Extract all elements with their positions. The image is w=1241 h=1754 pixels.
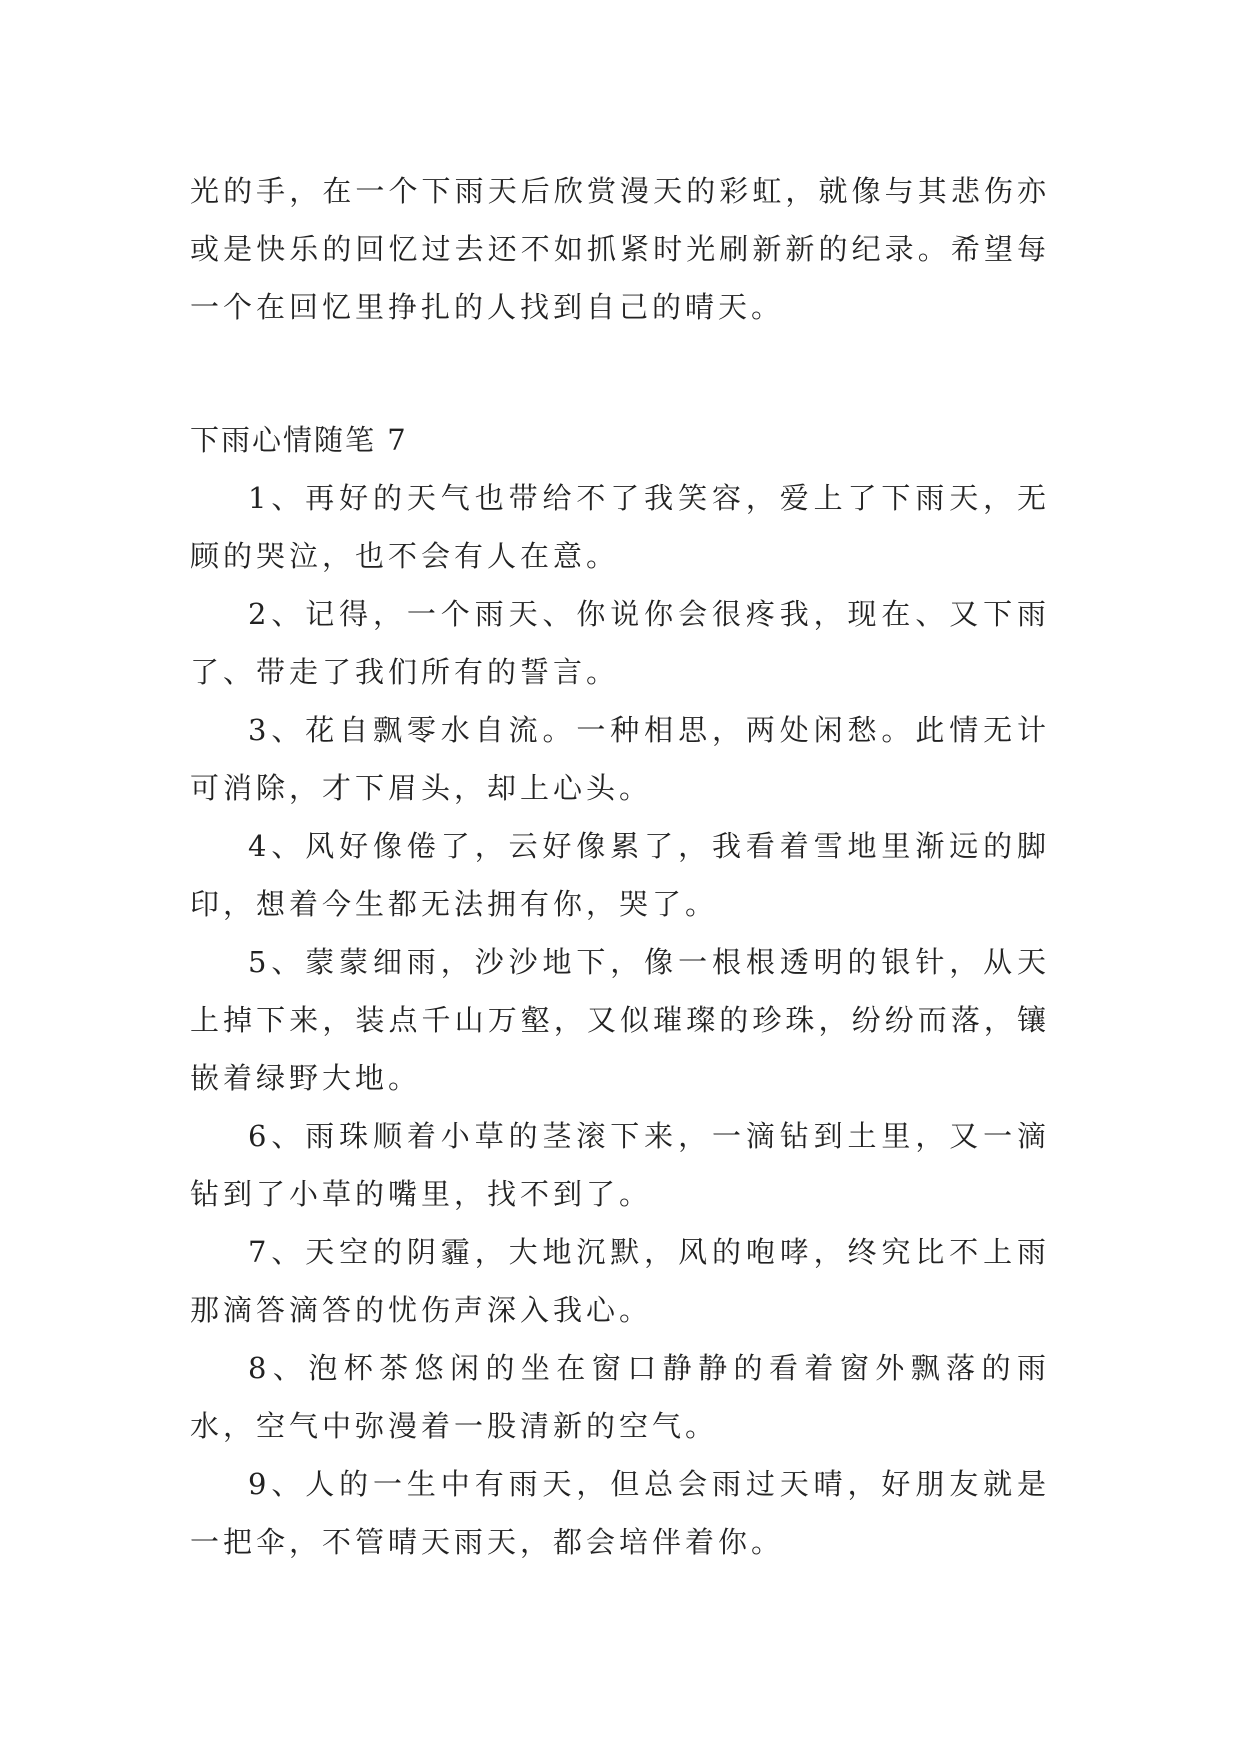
list-item: 6、雨珠顺着小草的茎滚下来，一滴钻到土里，又一滴钻到了小草的嘴里，找不到了。 <box>190 1119 1050 1211</box>
list-item: 5、蒙蒙细雨，沙沙地下，像一根根透明的银针，从天上掉下来，装点千山万壑，又似璀璨的珍珠，纷纷而落，镶嵌着绿野大地。 <box>190 945 1050 1095</box>
list-item: 4、风好像倦了，云好像累了，我看着雪地里渐远的脚印，想着今生都无法拥有你，哭了。 <box>190 829 1050 921</box>
list-item: 2、记得，一个雨天、你说你会很疼我，现在、又下雨了、带走了我们所有的誓言。 <box>190 597 1050 689</box>
section-spacer <box>190 336 1050 411</box>
document-body <box>190 162 1050 1571</box>
list-item: 8、泡杯茶悠闲的坐在窗口静静的看着窗外飘落的雨水，空气中弥漫着一股清新的空气。 <box>190 1351 1050 1443</box>
list-item: 9、人的一生中有雨天，但总会雨过天晴，好朋友就是一把伞，不管晴天雨天，都会培伴着你。 <box>190 1467 1050 1559</box>
intro-paragraph: 光的手，在一个下雨天后欣赏漫天的彩虹，就像与其悲伤亦或是快乐的回忆过去还不如抓紧时光刷新新的纪录。希望每一个在回忆里挣扎的人找到自己的晴天。 <box>190 174 1050 324</box>
list-item: 3、花自飘零水自流。一种相思，两处闲愁。此情无计可消除，才下眉头，却上心头。 <box>190 713 1050 805</box>
list-item: 1、再好的天气也带给不了我笑容，爱上了下雨天，无顾的哭泣，也不会有人在意。 <box>190 481 1050 573</box>
section-title: 下雨心情随笔 7 <box>190 423 408 457</box>
list-item: 7、天空的阴霾，大地沉默，风的咆哮，终究比不上雨那滴答滴答的忧伤声深入我心。 <box>190 1235 1050 1327</box>
